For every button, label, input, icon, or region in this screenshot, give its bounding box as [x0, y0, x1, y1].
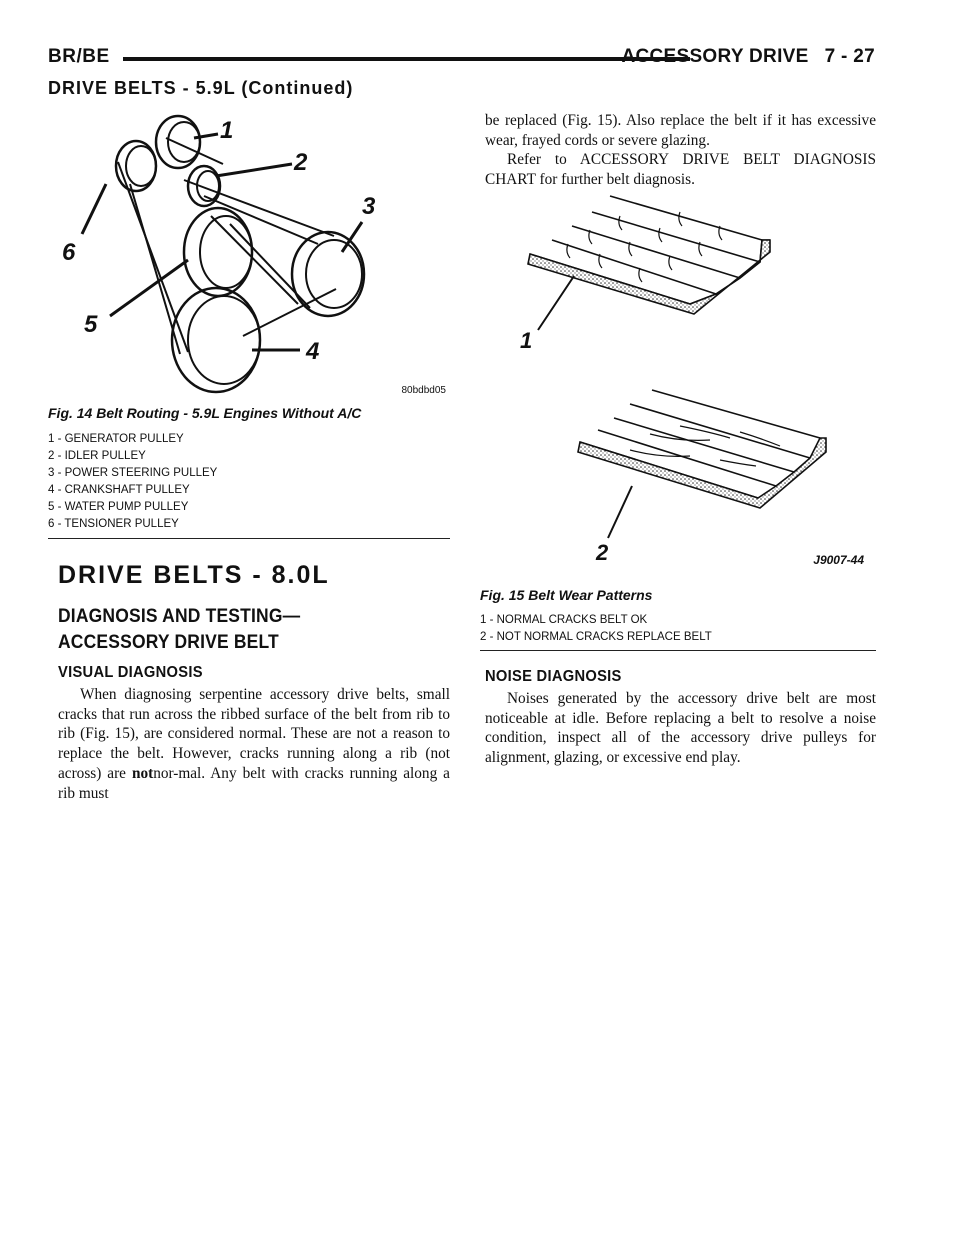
- legend-item: 1 - NORMAL CRACKS BELT OK: [480, 614, 648, 626]
- legend-item: 2 - IDLER PULLEY: [48, 450, 146, 462]
- noise-diagnosis-heading: NOISE DIAGNOSIS: [485, 668, 622, 685]
- subsection-title: DIAGNOSIS AND TESTING—ACCESSORY DRIVE BELT: [58, 606, 301, 653]
- noise-diagnosis-text: Noises generated by the accessory drive belt are most noticeable at idle. Before replacing a belt to resolve a noise condition, inspect all of the accessory drive pulleys for alignment, glazing, or excessive end play.: [485, 690, 876, 767]
- callout-1: 1: [220, 117, 234, 144]
- figure-15-legend: [480, 612, 712, 646]
- legend-item: 5 - WATER PUMP PULLEY: [48, 501, 189, 513]
- header-section: [621, 46, 875, 68]
- legend-item: 1 - GENERATOR PULLEY: [48, 433, 184, 445]
- callout-3: 3: [362, 193, 376, 220]
- figure-14-caption: Fig. 14 Belt Routing - 5.9L Engines Without A/C: [48, 405, 362, 421]
- figure-15-caption: Fig. 15 Belt Wear Patterns: [480, 587, 653, 603]
- callout-2: 2: [596, 540, 609, 565]
- figure-code: J9007-44: [813, 553, 864, 567]
- page-number: 7 - 27: [824, 46, 875, 67]
- visual-diagnosis-heading: VISUAL DIAGNOSIS: [58, 664, 203, 681]
- section-title: DRIVE BELTS - 8.0L: [58, 561, 330, 589]
- header-model: BR/BE: [48, 46, 110, 67]
- visual-diagnosis-continued: be replaced (Fig. 15). Also replace the belt if it has excessive wear, frayed cords or severe glazing.: [485, 112, 876, 149]
- header-section-title: ACCESSORY DRIVE: [621, 46, 809, 67]
- figure-code: 80bdbd05: [401, 385, 446, 396]
- callout-4: 4: [306, 338, 320, 365]
- refer-text: Refer to ACCESSORY DRIVE BELT DIAGNOSIS CHART for further belt diagnosis.: [485, 151, 876, 188]
- callout-1: 1: [520, 328, 533, 353]
- visual-text-before: When diagnosing serpentine accessory drive belts, small cracks that run across the ribbed surface of the belt from rib to rib (Fig. 15), are considered normal. These are not a reason to replace the belt. However, cracks running along a rib (not across) are: [58, 686, 450, 782]
- callout-5: 5: [84, 311, 98, 338]
- divider: [480, 650, 876, 651]
- legend-item: 2 - NOT NORMAL CRACKS REPLACE BELT: [480, 631, 712, 643]
- visual-diagnosis-text: [58, 685, 450, 803]
- running-header: [48, 46, 875, 74]
- figure-belt-routing: [48, 104, 450, 404]
- header-rule: [123, 57, 690, 61]
- figure-belt-wear: [480, 182, 882, 592]
- belt-wear-diagram: [480, 182, 882, 582]
- belt-routing-diagram: [48, 104, 450, 404]
- emphasis-not: not: [131, 764, 154, 782]
- figure-14-legend: [48, 431, 217, 533]
- legend-item: 4 - CRANKSHAFT PULLEY: [48, 484, 190, 496]
- callout-2: 2: [294, 149, 308, 176]
- divider: [48, 538, 450, 539]
- legend-item: 3 - POWER STEERING PULLEY: [48, 467, 218, 479]
- continued-title: DRIVE BELTS - 5.9L (Continued): [48, 78, 354, 98]
- callout-6: 6: [62, 239, 76, 266]
- legend-item: 6 - TENSIONER PULLEY: [48, 518, 179, 530]
- visual-text-after: nor-mal. Any belt with cracks running along a rib must: [58, 764, 450, 802]
